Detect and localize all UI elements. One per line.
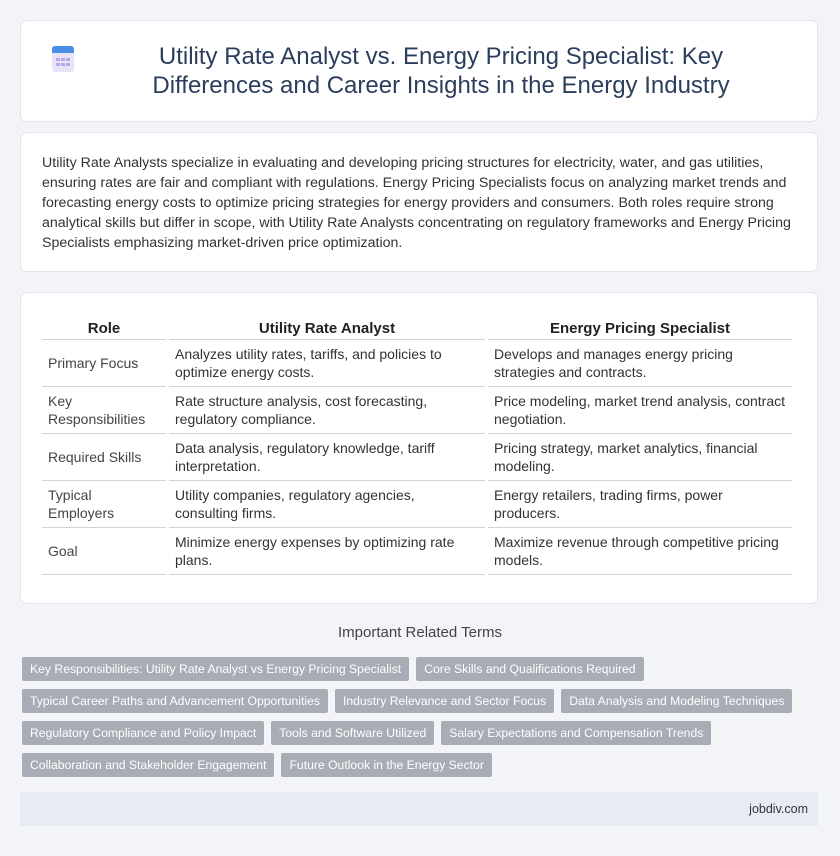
table-row: [42, 481, 792, 528]
table-cell: Utility companies, regulatory agencies, consulting firms.: [169, 481, 485, 528]
tag-row: [22, 657, 818, 681]
table-cell: Pricing strategy, market analytics, financial modeling.: [488, 434, 792, 481]
related-term-tag[interactable]: Collaboration and Stakeholder Engagement: [22, 753, 274, 777]
related-term-tag[interactable]: Salary Expectations and Compensation Trends: [441, 721, 711, 745]
related-term-tag[interactable]: Industry Relevance and Sector Focus: [335, 689, 554, 713]
table-cell: Energy retailers, trading firms, power producers.: [488, 481, 792, 528]
header-role: Role: [42, 311, 166, 340]
related-term-tag[interactable]: Regulatory Compliance and Policy Impact: [22, 721, 264, 745]
table-cell: Maximize revenue through competitive pricing models.: [488, 528, 792, 575]
table-cell: Analyzes utility rates, tariffs, and policies to optimize energy costs.: [169, 340, 485, 387]
table-row: [42, 387, 792, 434]
page-title: Utility Rate Analyst vs. Energy Pricing Specialist: Key Differences and Career Insights in the Energy Industry: [152, 43, 730, 99]
related-terms-title: Important Related Terms: [338, 624, 502, 641]
table-cell: Data analysis, regulatory knowledge, tariff interpretation.: [169, 434, 485, 481]
related-term-tag[interactable]: Key Responsibilities: Utility Rate Analyst vs Energy Pricing Specialist: [22, 657, 409, 681]
row-label: Typical Employers: [42, 481, 166, 528]
row-label: Primary Focus: [42, 340, 166, 387]
table-cell: Price modeling, market trend analysis, contract negotiation.: [488, 387, 792, 434]
table-header-row: [42, 311, 792, 340]
tag-row: [22, 689, 818, 713]
table-row: [42, 528, 792, 575]
intro-paragraph: Utility Rate Analysts specialize in evaluating and developing pricing structures for electricity, water, and gas utilities, ensuring rates are fair and compliant with regulations. Energy Pricing Specialists focus on analyzing market trends and forecasting energy costs to optimize pricing strategies for energy providers and consumers. Both roles require strong analytical skills but differ in scope, with Utility Rate Analysts concentrating on regulatory frameworks and Energy Pricing Specialists emphasizing market-driven price optimization.: [42, 155, 791, 251]
header-card: [20, 20, 818, 122]
related-term-tag[interactable]: Core Skills and Qualifications Required: [416, 657, 643, 681]
related-term-tag[interactable]: Tools and Software Utilized: [271, 721, 434, 745]
comparison-table: [39, 311, 795, 575]
intro-card: [20, 132, 818, 272]
row-label: Key Responsibilities: [42, 387, 166, 434]
table-row: [42, 340, 792, 387]
related-term-tag[interactable]: Data Analysis and Modeling Techniques: [561, 689, 792, 713]
comparison-card: [20, 292, 818, 604]
table-cell: Rate structure analysis, cost forecasting, regulatory compliance.: [169, 387, 485, 434]
footer: [20, 792, 818, 826]
tag-row: [22, 753, 818, 777]
related-terms-tags: [22, 657, 818, 785]
related-term-tag[interactable]: Future Outlook in the Energy Sector: [281, 753, 491, 777]
related-term-tag[interactable]: Typical Career Paths and Advancement Opportunities: [22, 689, 328, 713]
table-cell: Minimize energy expenses by optimizing rate plans.: [169, 528, 485, 575]
row-label: Required Skills: [42, 434, 166, 481]
footer-site-link[interactable]: jobdiv.com: [749, 802, 808, 816]
document-icon: [52, 46, 74, 72]
header: [52, 42, 786, 100]
tag-row: [22, 721, 818, 745]
table-row: [42, 434, 792, 481]
header-utility-rate-analyst: Utility Rate Analyst: [169, 311, 485, 340]
table-cell: Develops and manages energy pricing strategies and contracts.: [488, 340, 792, 387]
header-energy-pricing-specialist: Energy Pricing Specialist: [488, 311, 792, 340]
row-label: Goal: [42, 528, 166, 575]
